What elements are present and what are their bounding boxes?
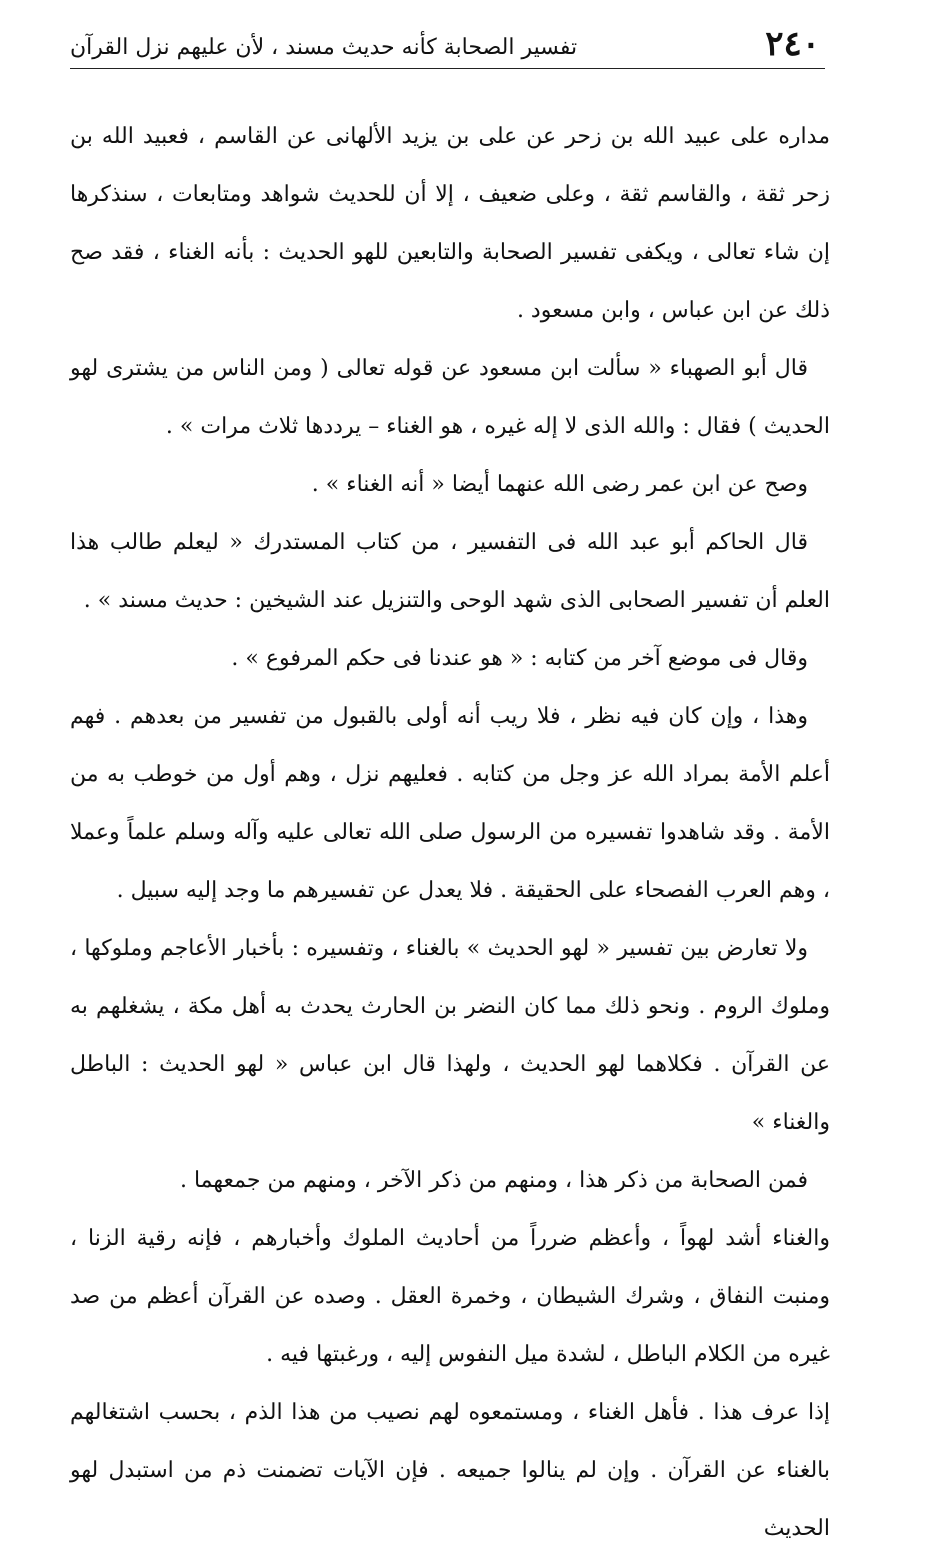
paragraph: وقال فى موضع آخر من كتابه : « هو عندنا فى حكم المرفوع » . [231,646,808,671]
paragraph: قال أبو الصهباء « سألت ابن مسعود عن قوله تعالى ( ومن الناس من يشترى لهو الحديث ) فقال : والله الذى لا إله غيره ، هو الغناء – يرددها ثلاث مرات » . [70,356,830,439]
header-rule [70,68,825,69]
paragraph: وهذا ، وإن كان فيه نظر ، فلا ريب أنه أولى بالقبول من تفسير من بعدهم . فهم أعلم الأمة بمراد الله عز وجل من كتابه . فعليهم نزل ، وهم أول من خوطب به من الأمة . وقد شاهدوا تفسيره من الرسول صلى الله تعالى عليه وآله وسلم علماً وعملا ، وهم العرب الفصحاء على الحقيقة . فلا يعدل عن تفسيرهم ما وجد إليه سبيل . [70,704,830,903]
paragraph: وصح عن ابن عمر رضى الله عنهما أيضا « أنه الغناء » . [311,472,808,497]
paragraph: فمن الصحابة من ذكر هذا ، ومنهم من ذكر الآخر ، ومنهم من جمعهما . [179,1168,808,1193]
paragraph: مداره على عبيد الله بن زحر عن على بن يزيد الألهانى عن القاسم ، فعبيد الله بن زحر ثقة ، والقاسم ثقة ، وعلى ضعيف ، إلا أن للحديث شواهد ومتابعات ، سنذكرها إن شاء تعالى ، ويكفى تفسير الصحابة والتابعين للهو الحديث : بأنه الغناء ، فقد صح ذلك عن ابن عباس ، وابن مسعود . [70,124,831,323]
page-number: ٢٤٠ [765,24,820,64]
paragraph: والغناء أشد لهواً ، وأعظم ضرراً من أحاديث الملوك وأخبارهم ، فإنه رقية الزنا ، ومنبت النفاق ، وشرك الشيطان ، وخمرة العقل . وصده عن القرآن أعظم من صد غيره من الكلام الباطل ، لشدة ميل النفوس إليه ، ورغبتها فيه . [70,1226,830,1367]
running-head: تفسير الصحابة كأنه حديث مسند ، لأن عليهم نزل القرآن [70,35,578,60]
paragraph: إذا عرف هذا . فأهل الغناء ، ومستمعوه لهم نصيب من هذا الذم ، بحسب اشتغالهم بالغناء عن القرآن . وإن لم ينالوا جميعه . فإن الآيات تضمنت ذم من استبدل لهو الحديث [70,1400,830,1541]
page-body [70,108,830,1558]
paragraph: قال الحاكم أبو عبد الله فى التفسير ، من كتاب المستدرك « ليعلم طالب هذا العلم أن تفسير الصحابى الذى شهد الوحى والتنزيل عند الشيخين : حديث مسند » . [70,530,830,613]
paragraph: ولا تعارض بين تفسير « لهو الحديث » بالغناء ، وتفسيره : بأخبار الأعاجم وملوكها ، وملوك الروم . ونحو ذلك مما كان النضر بن الحارث يحدث به أهل مكة ، يشغلهم به عن القرآن . فكلاهما لهو الحديث ، ولهذا قال ابن عباس « لهو الحديث : الباطل والغناء » [70,936,830,1135]
page-header [70,18,820,64]
